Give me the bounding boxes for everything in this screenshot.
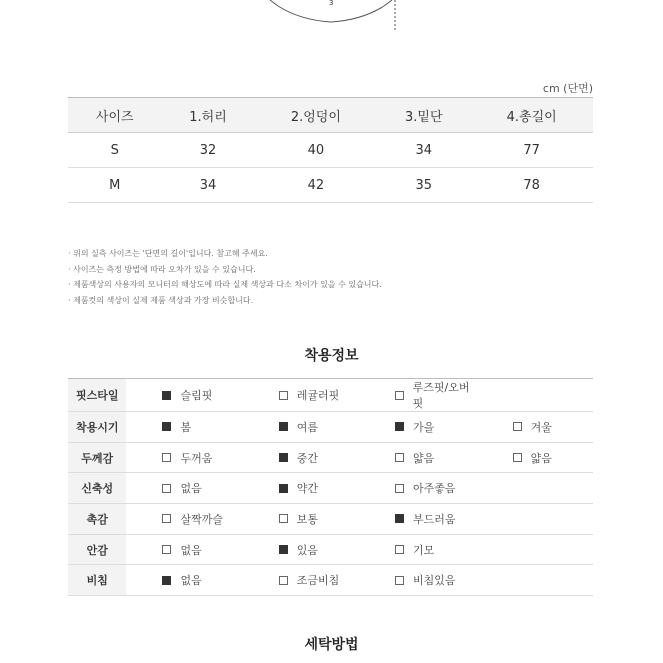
fit-option-label: 조금비침 bbox=[296, 574, 340, 588]
checked-box-icon bbox=[162, 422, 171, 431]
fit-option bbox=[162, 450, 212, 466]
fit-option-cell bbox=[243, 473, 359, 504]
fit-option-label: 있음 bbox=[296, 543, 319, 557]
checked-box-icon bbox=[279, 453, 288, 462]
note-line: · 제품색상의 사용자의 모니터의 해상도에 따라 실제 색상과 다소 차이가 있을 수 있습니다. bbox=[68, 280, 382, 289]
size-table-header bbox=[68, 98, 593, 133]
unchecked-box-icon bbox=[162, 453, 171, 462]
note-line: · 위의 실측 사이즈는 '단면의 길이'입니다. 참고해 주세요. bbox=[68, 249, 268, 258]
fit-option-cell bbox=[477, 412, 593, 443]
fit-option bbox=[162, 480, 201, 496]
fit-option-cell bbox=[359, 442, 477, 473]
fit-row-label: 착용시기 bbox=[68, 412, 126, 443]
note-line: · 사이즈는 측정 방법에 따라 오차가 있을 수 있습니다. bbox=[68, 264, 256, 274]
fit-option-cell bbox=[126, 504, 242, 535]
fit-option bbox=[162, 419, 191, 435]
size-cell: 34 bbox=[161, 168, 254, 203]
fit-option-label: 비침있음 bbox=[413, 574, 456, 588]
unchecked-box-icon bbox=[395, 545, 404, 554]
fit-option-cell bbox=[477, 534, 593, 565]
checked-box-icon bbox=[162, 391, 171, 400]
size-cell: 35 bbox=[377, 168, 470, 203]
fit-option bbox=[395, 511, 456, 527]
unchecked-box-icon bbox=[279, 576, 288, 585]
unchecked-box-icon bbox=[162, 484, 171, 493]
size-cell: 34 bbox=[377, 133, 470, 168]
fit-option-cell bbox=[477, 379, 593, 412]
fit-option bbox=[513, 450, 552, 466]
fit-row-label: 신축성 bbox=[68, 473, 126, 504]
fit-option bbox=[395, 419, 434, 435]
unchecked-box-icon bbox=[395, 391, 404, 400]
fit-option-cell bbox=[243, 565, 359, 596]
size-row bbox=[68, 168, 593, 203]
fit-option-cell bbox=[477, 504, 593, 535]
fit-option-cell bbox=[243, 534, 359, 565]
checked-box-icon bbox=[395, 422, 404, 431]
fit-row bbox=[68, 534, 593, 565]
unchecked-box-icon bbox=[279, 391, 288, 400]
fit-option bbox=[279, 542, 318, 558]
fit-row bbox=[68, 565, 593, 596]
fit-option-label: 얇음 bbox=[413, 451, 435, 465]
fit-row bbox=[68, 504, 593, 535]
fit-option-label: 중간 bbox=[296, 451, 319, 465]
fit-option bbox=[279, 511, 318, 527]
size-row bbox=[68, 133, 593, 168]
fit-option-label: 아주좋음 bbox=[413, 482, 456, 496]
fit-option-label: 봄 bbox=[180, 420, 192, 434]
fit-info-title: 착용정보 bbox=[304, 348, 359, 364]
fit-option-cell bbox=[126, 442, 242, 473]
fit-option-label: 보통 bbox=[296, 512, 319, 526]
unchecked-box-icon bbox=[513, 453, 522, 462]
size-table-header-cell: 2.엉덩이 bbox=[255, 98, 378, 133]
fit-option-label: 기모 bbox=[413, 543, 435, 557]
fit-option-label: 두꺼움 bbox=[180, 451, 213, 465]
checked-box-icon bbox=[395, 514, 404, 523]
unchecked-box-icon bbox=[162, 545, 171, 554]
fit-row bbox=[68, 379, 593, 412]
size-table-header-cell: 4.총길이 bbox=[470, 98, 593, 133]
fit-option-label: 겨울 bbox=[530, 420, 552, 434]
fit-option-label: 없음 bbox=[180, 482, 202, 496]
checked-box-icon bbox=[279, 422, 288, 431]
fit-row-label: 안감 bbox=[68, 534, 126, 565]
fit-option bbox=[395, 572, 456, 588]
fit-option-label: 없음 bbox=[180, 574, 202, 588]
fit-info-table bbox=[68, 378, 593, 596]
unit-note: cm (단면) bbox=[542, 82, 593, 95]
size-table-header-cell: 3.밑단 bbox=[377, 98, 470, 133]
fit-option-cell bbox=[359, 473, 477, 504]
fit-option-cell bbox=[243, 504, 359, 535]
unchecked-box-icon bbox=[162, 514, 171, 523]
fit-option-cell bbox=[126, 534, 242, 565]
fit-option bbox=[279, 480, 318, 496]
fit-option-label: 부드러움 bbox=[413, 512, 456, 526]
fit-row-label: 비침 bbox=[68, 565, 126, 596]
fit-option-label: 레귤러핏 bbox=[296, 389, 340, 402]
fit-option bbox=[162, 572, 201, 588]
fit-option bbox=[162, 542, 201, 558]
fit-row-label: 핏스타일 bbox=[68, 379, 126, 412]
fit-option-label: 얇음 bbox=[530, 451, 552, 465]
fit-option bbox=[279, 387, 340, 403]
size-cell: M bbox=[68, 168, 161, 203]
fit-option bbox=[162, 511, 223, 527]
size-cell: S bbox=[68, 133, 161, 168]
fit-option-cell bbox=[359, 565, 477, 596]
fit-option bbox=[513, 419, 552, 435]
fit-option-label: 슬림핏 bbox=[180, 389, 213, 402]
fit-option-label: 루즈핏/오버핏 bbox=[412, 381, 470, 410]
fit-option-cell bbox=[359, 534, 477, 565]
fit-option bbox=[279, 450, 318, 466]
fit-option-cell bbox=[243, 379, 359, 412]
size-table bbox=[68, 97, 593, 203]
fit-option-cell bbox=[477, 442, 593, 473]
fit-option-label: 없음 bbox=[180, 543, 202, 557]
fit-option-label: 여름 bbox=[296, 420, 319, 434]
unchecked-box-icon bbox=[395, 576, 404, 585]
fit-option bbox=[279, 572, 340, 588]
fit-option-cell bbox=[359, 504, 477, 535]
sketch-dimension-label: 3 bbox=[329, 0, 334, 7]
fit-row bbox=[68, 442, 593, 473]
fit-option-cell bbox=[477, 565, 593, 596]
fit-option-cell bbox=[126, 379, 242, 412]
fit-row-label: 두께감 bbox=[68, 442, 126, 473]
fit-option-cell bbox=[243, 442, 359, 473]
checked-box-icon bbox=[162, 576, 171, 585]
fit-option-cell bbox=[359, 379, 477, 412]
note-line: · 제품컷의 색상이 실제 제품 색상과 가장 비슷합니다. bbox=[68, 295, 254, 305]
fit-option-label: 살짝까슬 bbox=[180, 512, 223, 526]
fit-option bbox=[395, 379, 477, 411]
fit-option-cell bbox=[359, 412, 477, 443]
size-cell: 78 bbox=[470, 168, 593, 203]
garment-sketch bbox=[0, 0, 663, 40]
checked-box-icon bbox=[279, 484, 288, 493]
fit-row bbox=[68, 473, 593, 504]
fit-option-cell bbox=[126, 412, 242, 443]
fit-option bbox=[279, 419, 318, 435]
fit-option bbox=[395, 542, 434, 558]
fit-option bbox=[395, 480, 456, 496]
unchecked-box-icon bbox=[395, 453, 404, 462]
size-notes bbox=[68, 246, 382, 308]
fit-option-cell bbox=[126, 473, 242, 504]
size-cell: 40 bbox=[255, 133, 378, 168]
size-table-header-cell: 1.허리 bbox=[161, 98, 254, 133]
fit-option bbox=[162, 387, 212, 403]
size-cell: 32 bbox=[161, 133, 254, 168]
fit-option-label: 약간 bbox=[296, 482, 319, 496]
checked-box-icon bbox=[279, 545, 288, 554]
fit-option-label: 가을 bbox=[413, 420, 435, 434]
unchecked-box-icon bbox=[279, 514, 288, 523]
fit-row bbox=[68, 412, 593, 443]
unchecked-box-icon bbox=[513, 422, 522, 431]
size-cell: 77 bbox=[470, 133, 593, 168]
wash-title: 세탁방법 bbox=[304, 637, 359, 653]
fit-option-cell bbox=[477, 473, 593, 504]
size-table-header-cell: 사이즈 bbox=[68, 98, 161, 133]
size-cell: 42 bbox=[255, 168, 378, 203]
fit-option bbox=[395, 450, 434, 466]
fit-option-cell bbox=[126, 565, 242, 596]
unchecked-box-icon bbox=[395, 484, 404, 493]
fit-row-label: 촉감 bbox=[68, 504, 126, 535]
fit-option-cell bbox=[243, 412, 359, 443]
